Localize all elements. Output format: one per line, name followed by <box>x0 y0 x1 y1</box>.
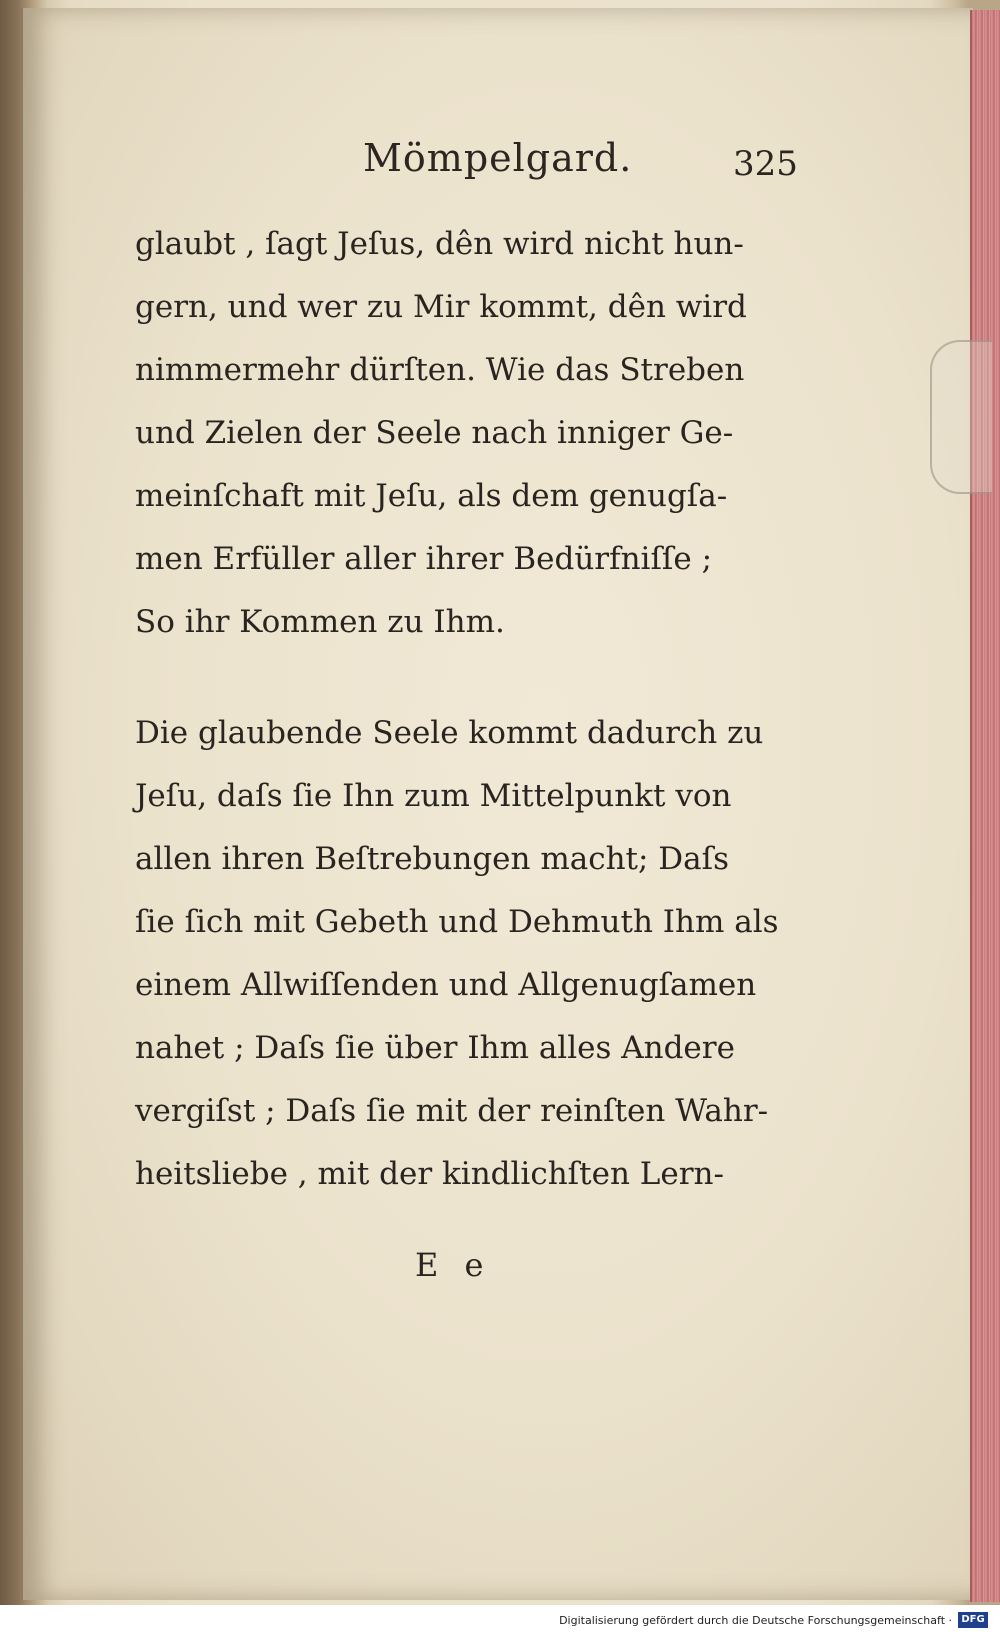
text-line: heitsliebe , mit der kindlichſten Lern- <box>135 1156 724 1192</box>
text-line: nahet ; Daſs ſie über Ihm alles Andere <box>135 1030 735 1066</box>
text-line: ſie ſich mit Gebeth und Dehmuth Ihm als <box>135 904 779 940</box>
digitization-credit: Digitalisierung gefördert durch die Deutsche Forschungsgemeinschaft · <box>559 1614 952 1627</box>
text-line: und Zielen der Seele nach inniger Ge- <box>135 415 734 451</box>
text-line: Die glaubende Seele kommt dadurch zu <box>135 715 764 751</box>
page-clip <box>930 340 992 494</box>
text-line: men Erfüller aller ihrer Bedürfniſſe ; <box>135 541 713 577</box>
text-line: einem Allwiſſenden und Allgenugſamen <box>135 967 757 1003</box>
book-page <box>20 8 973 1600</box>
text-line: Jeſu, daſs ſie Ihn zum Mittelpunkt von <box>135 778 732 814</box>
running-title: Mömpelgard. <box>363 136 633 180</box>
text-line: So ihr Kommen zu Ihm. <box>135 604 505 640</box>
page-edge <box>970 10 1000 1602</box>
text-line: nimmermehr dürſten. Wie das Streben <box>135 352 745 388</box>
page-number: 325 <box>733 144 798 184</box>
text-line: allen ihren Beſtrebungen macht; Daſs <box>135 841 730 877</box>
text-line: meinſchaft mit Jeſu, als dem genugſa- <box>135 478 728 514</box>
paragraph-2 <box>135 702 815 1206</box>
text-line: gern, und wer zu Mir kommt, dên wird <box>135 289 747 325</box>
paragraph-1 <box>135 213 815 654</box>
running-head <box>23 136 973 196</box>
body-text <box>135 213 815 1206</box>
text-line: vergiſst ; Daſs ſie mit der reinſten Wahr- <box>135 1093 769 1129</box>
dfg-logo-icon: DFG <box>958 1612 988 1628</box>
signature-mark: E e <box>415 1246 492 1284</box>
footer-bar <box>0 1605 1000 1637</box>
text-line: glaubt , ſagt Jeſus, dên wird nicht hun- <box>135 226 744 262</box>
